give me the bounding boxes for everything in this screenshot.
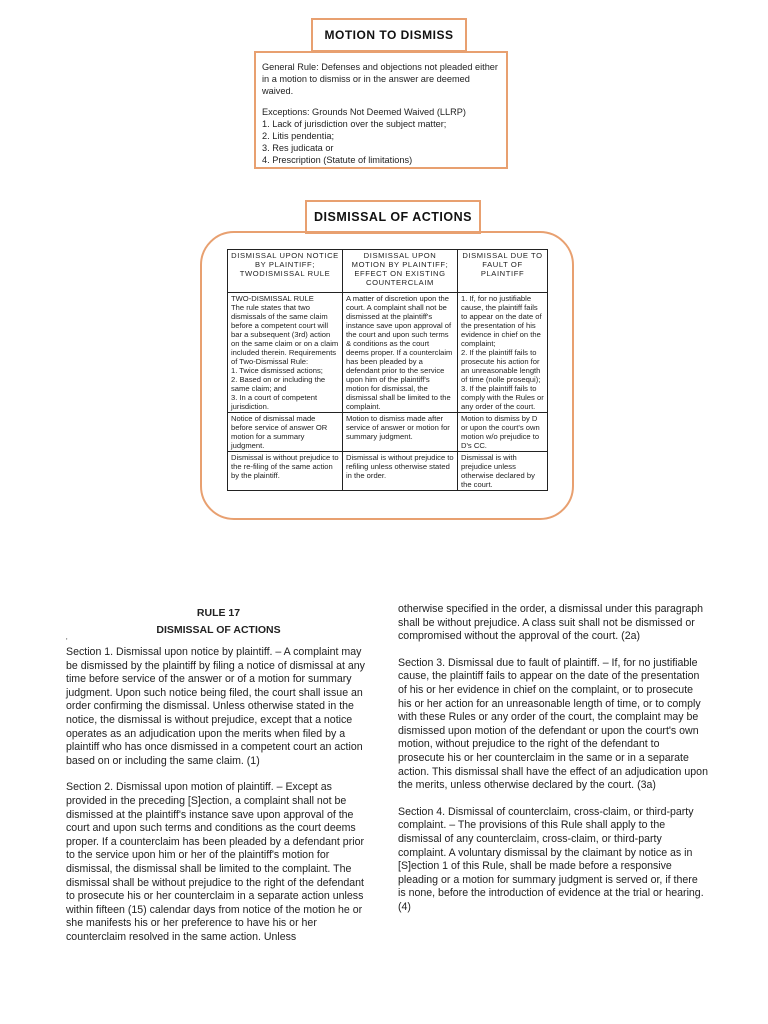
exception-item: 1. Lack of jurisdiction over the subject matter;	[262, 119, 447, 129]
general-rule-box	[254, 51, 508, 169]
table-cell: Motion to dismiss by D or upon the court's own motion w/o prejudice to D's CC.	[458, 413, 548, 452]
column-header: DISMISSAL DUE TO FAULT OF PLAINTIFF	[458, 250, 548, 293]
table-cell: Dismissal is without prejudice to the re-filing of the same action by the plaintiff.	[228, 452, 343, 491]
dismissal-comparison-table	[227, 249, 548, 491]
table-row	[228, 413, 548, 452]
exception-item: 4. Prescription (Statute of limitations)	[262, 155, 413, 165]
table-row	[228, 293, 548, 413]
rule17-left-column	[66, 603, 371, 957]
section-4-paragraph: Section 4. Dismissal of counterclaim, cross-claim, or third-party complaint. – The provisions of this Rule shall apply to the dismissal of any counterclaim, cross-claim, or third-party complaint. A voluntary dismissal by the claimant by notice as in [S]ection 1 of this Rule, shall be made before a responsive pleading or a motion for summary judgment is served or, if there is none, before the introduction of evidence at the trial or hearing. (4)	[398, 805, 704, 913]
rule17-right-column	[398, 603, 708, 927]
stray-mark: '	[66, 637, 68, 646]
table-cell: TWO-DISMISSAL RULE The rule states that two dismissals of the same claim before a competent court will bar a subsequent (3rd) action on the same claim or on a claim included therein. Requirements of Two-Dismissal Rule: 1. Twice dismissed actions; 2. Based on or including the same claim; and 3. In a court of competent jurisdiction.	[228, 293, 343, 413]
column-header: DISMISSAL UPON MOTION BY PLAINTIFF; EFFECT ON EXISTING COUNTERCLAIM	[343, 250, 458, 293]
rule-number-heading: RULE 17	[196, 607, 241, 619]
exception-item: 3. Res judicata or	[262, 143, 334, 153]
general-rule-text: General Rule: Defenses and objections not pleaded either in a motion to dismiss or in the answer are deemed waived.	[262, 62, 498, 96]
exceptions-title: Exceptions: Grounds Not Deemed Waived (LLRP)	[262, 107, 466, 117]
motion-to-dismiss-title: MOTION TO DISMISS	[311, 18, 467, 52]
section-2-continuation: otherwise specified in the order, a dismissal under this paragraph shall be without prejudice. A class suit shall not be dismissed or compromised without the approval of the court. (2a)	[398, 603, 704, 643]
table-cell: Motion to dismiss made after service of answer or motion for summary judgment.	[343, 413, 458, 452]
table-cell: Dismissal is without prejudice to refiling unless otherwise stated in the order.	[343, 452, 458, 491]
dismissal-of-actions-title: DISMISSAL OF ACTIONS	[305, 200, 481, 234]
table-cell: Notice of dismissal made before service of answer OR motion for a summary judgment.	[228, 413, 343, 452]
table-header-row	[228, 250, 548, 293]
section-1-paragraph: Section 1. Dismissal upon notice by plaintiff. – A complaint may be dismissed by the plaintiff by filing a notice of dismissal at any time before service of the answer or of a motion for summary judgment. Upon such notice being filed, the court shall issue an order confirming the dismissal. Unless otherwise stated in the notice, the dismissal is without prejudice, except that a notice operates as an adjudication upon the merits when filed by a plaintiff who has once dismissed in a competent court an action based on or including the same claim. (1)	[66, 646, 365, 767]
table-row	[228, 452, 548, 491]
rule-title-heading: DISMISSAL OF ACTIONS	[156, 624, 281, 636]
section-2-paragraph: Section 2. Dismissal upon motion of plaintiff. – Except as provided in the preceding [S]ection, a complaint shall not be dismissed at the plaintiff's instance save upon approval of the court and upon such terms and conditions as the court deems proper. If a counterclaim has been pleaded by a defendant prior to the service upon him or her of the plaintiff's motion for dismissal, the dismissal shall be limited to the complaint. The dismissal shall be without prejudice to the right of the defendant to prosecute his or her counterclaim in a separate action unless within fifteen (15) calendar days from notice of the motion he or she manifests his or her preference to have his or her counterclaim resolved in the same action. Unless	[66, 781, 365, 943]
exception-item: 2. Litis pendentia;	[262, 131, 335, 141]
table-cell: Dismissal is with prejudice unless otherwise declared by the court.	[458, 452, 548, 491]
section-3-paragraph: Section 3. Dismissal due to fault of plaintiff. – If, for no justifiable cause, the plaintiff fails to appear on the date of the presentation of his or her evidence in chief on the complaint, or to prosecute his or her action for an unreasonable length of time, or to comply with these Rules or any order of the court, the complaint may be dismissed upon motion of the defendant or upon the court's own motion, without prejudice to the right of the defendant to prosecute his or her counterclaim in the same or in a separate action. This dismissal shall have the effect of an adjudication upon the merits, unless otherwise declared by the court. (3a)	[398, 656, 708, 792]
table-cell: A matter of discretion upon the court. A complaint shall not be dismissed at the plaintiff's instance save upon approval of the court and upon such terms & conditions as the court deems proper. If a counterclaim has been pleaded by a defendant prior to the service upon him of the plaintiff's motion for dismissal, the dismissal shall be limited to the complaint.	[343, 293, 458, 413]
table-cell: 1. If, for no justifiable cause, the plaintiff fails to appear on the date of the presentation of his evidence in chief on the complaint; 2. If the plaintiff fails to prosecute his action for an unreasonable length of time (nolle prosequi); 3. If the plaintiff fails to comply with the Rules or any order of the court.	[458, 293, 548, 413]
column-header: DISMISSAL UPON NOTICE BY PLAINTIFF; TWODISMISSAL RULE	[228, 250, 343, 293]
